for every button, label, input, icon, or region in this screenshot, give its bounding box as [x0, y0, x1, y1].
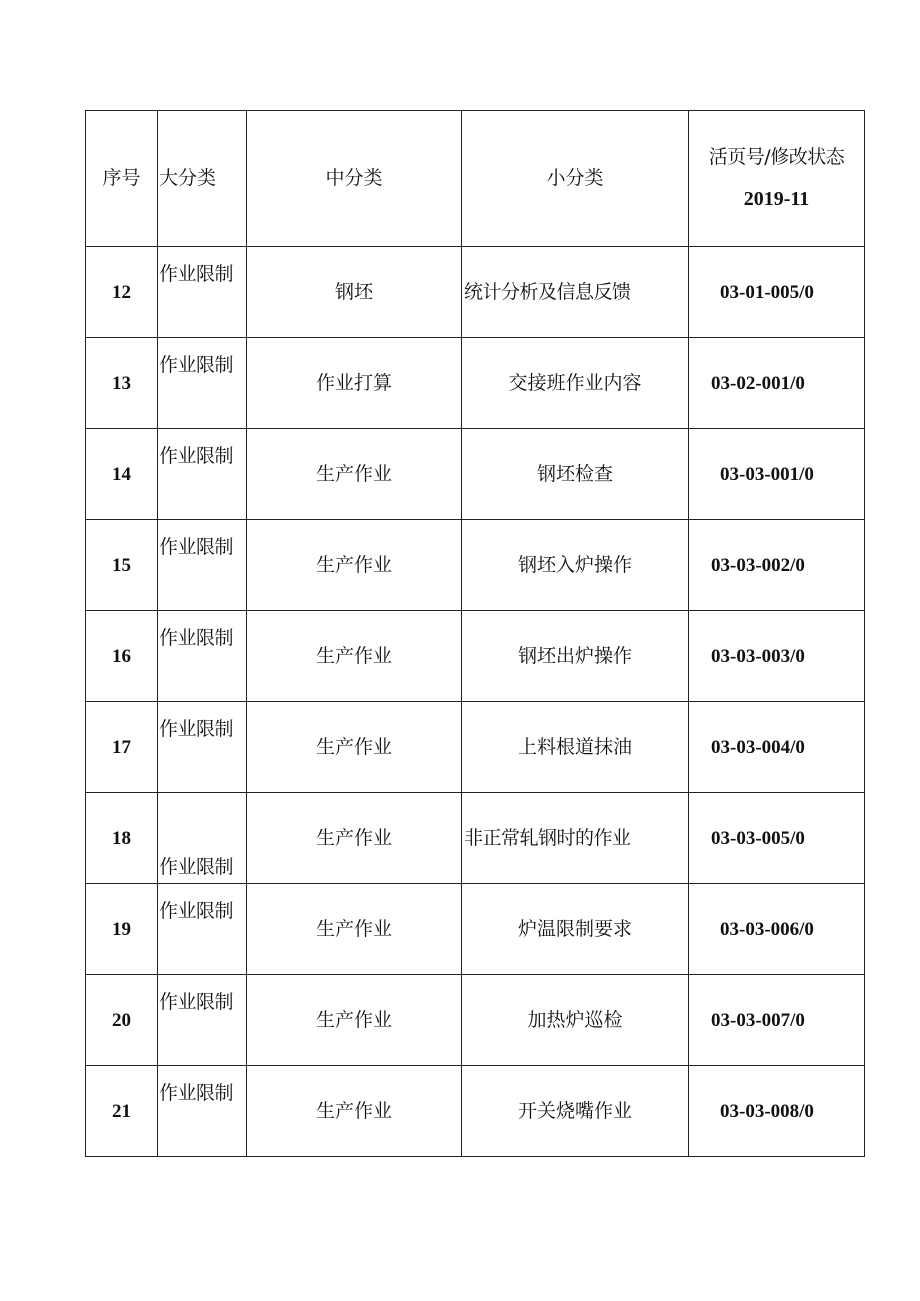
cell-minor: 钢坯入炉操作 [462, 520, 689, 611]
cell-seq: 20 [86, 975, 158, 1066]
table-row [86, 247, 865, 338]
cell-major: 作业限制 [158, 793, 247, 884]
cell-mid: 生产作业 [247, 429, 462, 520]
cell-major: 作业限制 [158, 884, 247, 975]
cell-seq: 12 [86, 247, 158, 338]
cell-seq: 21 [86, 1066, 158, 1157]
header-seq: 序号 [86, 111, 158, 247]
cell-page: 03-03-007/0 [689, 975, 865, 1066]
table-row [86, 338, 865, 429]
cell-mid: 钢坯 [247, 247, 462, 338]
cell-minor: 上料根道抹油 [462, 702, 689, 793]
cell-mid: 生产作业 [247, 975, 462, 1066]
cell-major: 作业限制 [158, 975, 247, 1066]
cell-seq: 15 [86, 520, 158, 611]
cell-mid: 生产作业 [247, 702, 462, 793]
cell-mid: 生产作业 [247, 884, 462, 975]
cell-major: 作业限制 [158, 520, 247, 611]
cell-mid: 作业打算 [247, 338, 462, 429]
cell-minor: 开关烧嘴作业 [462, 1066, 689, 1157]
cell-seq: 16 [86, 611, 158, 702]
cell-seq: 17 [86, 702, 158, 793]
cell-seq: 19 [86, 884, 158, 975]
cell-mid: 生产作业 [247, 793, 462, 884]
cell-mid: 生产作业 [247, 1066, 462, 1157]
cell-major: 作业限制 [158, 702, 247, 793]
cell-page: 03-01-005/0 [689, 247, 865, 338]
table-row [86, 611, 865, 702]
cell-page: 03-03-005/0 [689, 793, 865, 884]
cell-seq: 13 [86, 338, 158, 429]
cell-minor: 非正常轧钢时的作业 [462, 793, 689, 884]
cell-page: 03-03-003/0 [689, 611, 865, 702]
cell-minor: 统计分析及信息反馈 [462, 247, 689, 338]
cell-seq: 18 [86, 793, 158, 884]
cell-major: 作业限制 [158, 338, 247, 429]
cell-page: 03-03-004/0 [689, 702, 865, 793]
cell-mid: 生产作业 [247, 611, 462, 702]
table-header-row [86, 111, 865, 247]
header-mid-category: 中分类 [247, 111, 462, 247]
header-page-status [689, 111, 865, 247]
cell-page: 03-03-006/0 [689, 884, 865, 975]
cell-minor: 交接班作业内容 [462, 338, 689, 429]
cell-page: 03-03-008/0 [689, 1066, 865, 1157]
cell-major: 作业限制 [158, 1066, 247, 1157]
cell-minor: 炉温限制要求 [462, 884, 689, 975]
cell-page: 03-02-001/0 [689, 338, 865, 429]
cell-seq: 14 [86, 429, 158, 520]
cell-minor: 加热炉巡检 [462, 975, 689, 1066]
cell-major: 作业限制 [158, 247, 247, 338]
header-page-date: 2019-11 [743, 188, 810, 210]
header-major-category: 大分类 [158, 111, 247, 247]
cell-mid: 生产作业 [247, 520, 462, 611]
cell-major: 作业限制 [158, 611, 247, 702]
cell-major: 作业限制 [158, 429, 247, 520]
table-row [86, 702, 865, 793]
table-row [86, 884, 865, 975]
cell-minor: 钢坯检查 [462, 429, 689, 520]
table-row [86, 975, 865, 1066]
table-row [86, 520, 865, 611]
cell-page: 03-03-001/0 [689, 429, 865, 520]
cell-page: 03-03-002/0 [689, 520, 865, 611]
table-row [86, 429, 865, 520]
table-row [86, 1066, 865, 1157]
document-table [85, 110, 865, 1157]
table-row [86, 793, 865, 884]
header-page-label: 活页号/修改状态 [708, 146, 845, 168]
header-minor-category: 小分类 [462, 111, 689, 247]
cell-minor: 钢坯出炉操作 [462, 611, 689, 702]
